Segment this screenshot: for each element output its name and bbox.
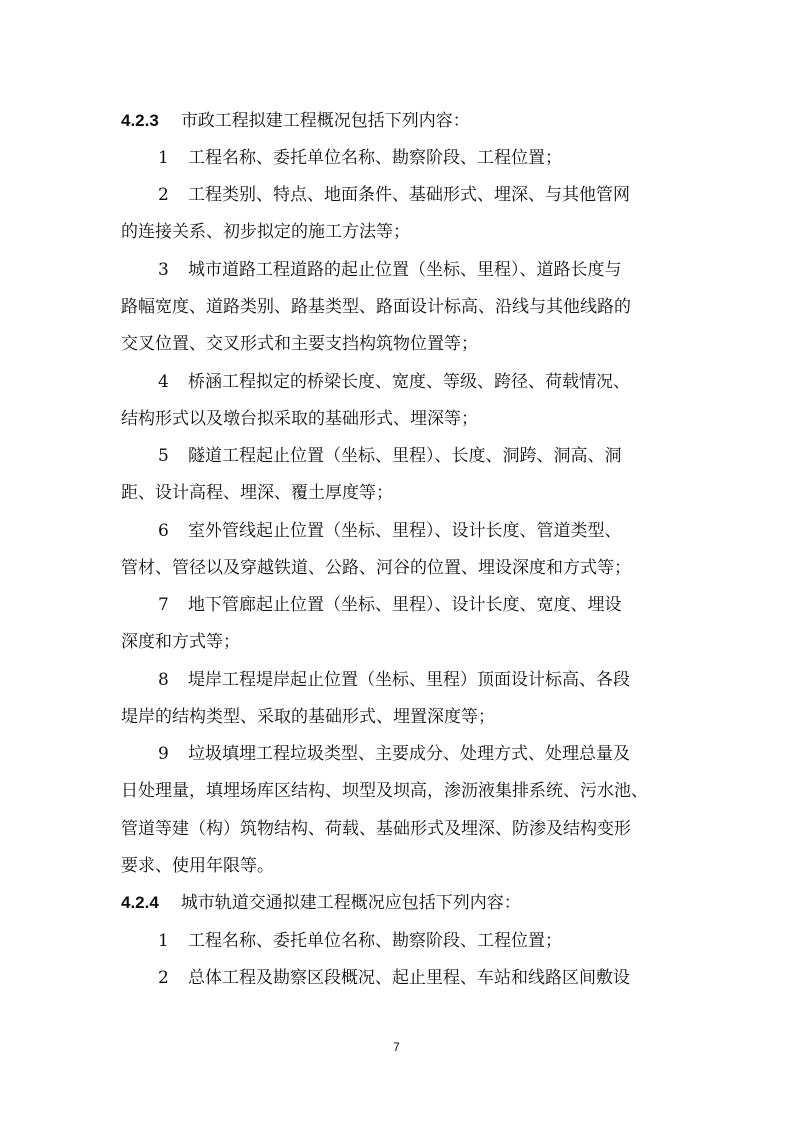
list-item: 1 工程名称、委托单位名称、勘察阶段、工程位置； xyxy=(158,931,562,951)
list-item: 5 隧道工程起止位置（坐标、里程）、长度、洞跨、洞高、洞 xyxy=(158,446,622,466)
list-item: 9 垃圾填埋工程垃圾类型、主要成分、处理方式、处理总量及 xyxy=(158,744,630,764)
list-item-continuation: 距、设计高程、埋深、覆土厚度等； xyxy=(121,483,393,503)
list-item: 6 室外管线起止位置（坐标、里程）、设计长度、管道类型、 xyxy=(158,521,622,541)
list-item: 8 堤岸工程堤岸起止位置（坐标、里程）顶面设计标高、各段 xyxy=(158,670,630,690)
list-item-continuation: 的连接关系、初步拟定的施工方法等； xyxy=(121,222,410,242)
section-title: 城市轨道交通拟建工程概况应包括下列内容： xyxy=(180,893,521,913)
section-number: 4.2.3 xyxy=(121,111,159,130)
list-item: 1 工程名称、委托单位名称、勘察阶段、工程位置； xyxy=(158,148,562,168)
list-item-continuation: 结构形式以及墩台拟采取的基础形式、埋深等； xyxy=(121,409,478,429)
section-title: 市政工程拟建工程概况包括下列内容： xyxy=(180,111,470,131)
section-heading xyxy=(121,892,521,914)
list-item-continuation: 要求、使用年限等。 xyxy=(121,856,274,876)
page-number: 7 xyxy=(393,1040,400,1054)
list-item: 2 工程类别、特点、地面条件、基础形式、埋深、与其他管网 xyxy=(158,185,630,205)
list-item-continuation: 交叉位置、交叉形式和主要支挡构筑物位置等； xyxy=(121,334,478,354)
section-number: 4.2.4 xyxy=(121,893,159,912)
list-item-continuation: 管材、管径以及穿越铁道、公路、河谷的位置、埋设深度和方式等； xyxy=(121,558,631,578)
list-item: 3 城市道路工程道路的起止位置（坐标、里程）、道路长度与 xyxy=(158,260,622,280)
list-item: 2 总体工程及勘察区段概况、起止里程、车站和线路区间敷设 xyxy=(158,968,630,988)
list-item-continuation: 堤岸的结构类型、采取的基础形式、埋置深度等； xyxy=(121,707,495,727)
list-item-continuation: 路幅宽度、道路类别、路基类型、路面设计标高、沿线与其他线路的 xyxy=(121,297,631,317)
list-item-continuation: 管道等建（构）筑物结构、荷载、基础形式及埋深、防渗及结构变形 xyxy=(121,819,631,839)
list-item-continuation: 日处理量，填埋场库区结构、坝型及坝高，渗沥液集排系统、污水池、 xyxy=(121,781,648,801)
list-item: 4 桥涵工程拟定的桥梁长度、宽度、等级、跨径、荷载情况、 xyxy=(158,372,630,392)
list-item: 7 地下管廊起止位置（坐标、里程）、设计长度、宽度、埋设 xyxy=(158,595,622,615)
list-item-continuation: 深度和方式等； xyxy=(121,632,240,652)
section-heading xyxy=(121,110,470,132)
